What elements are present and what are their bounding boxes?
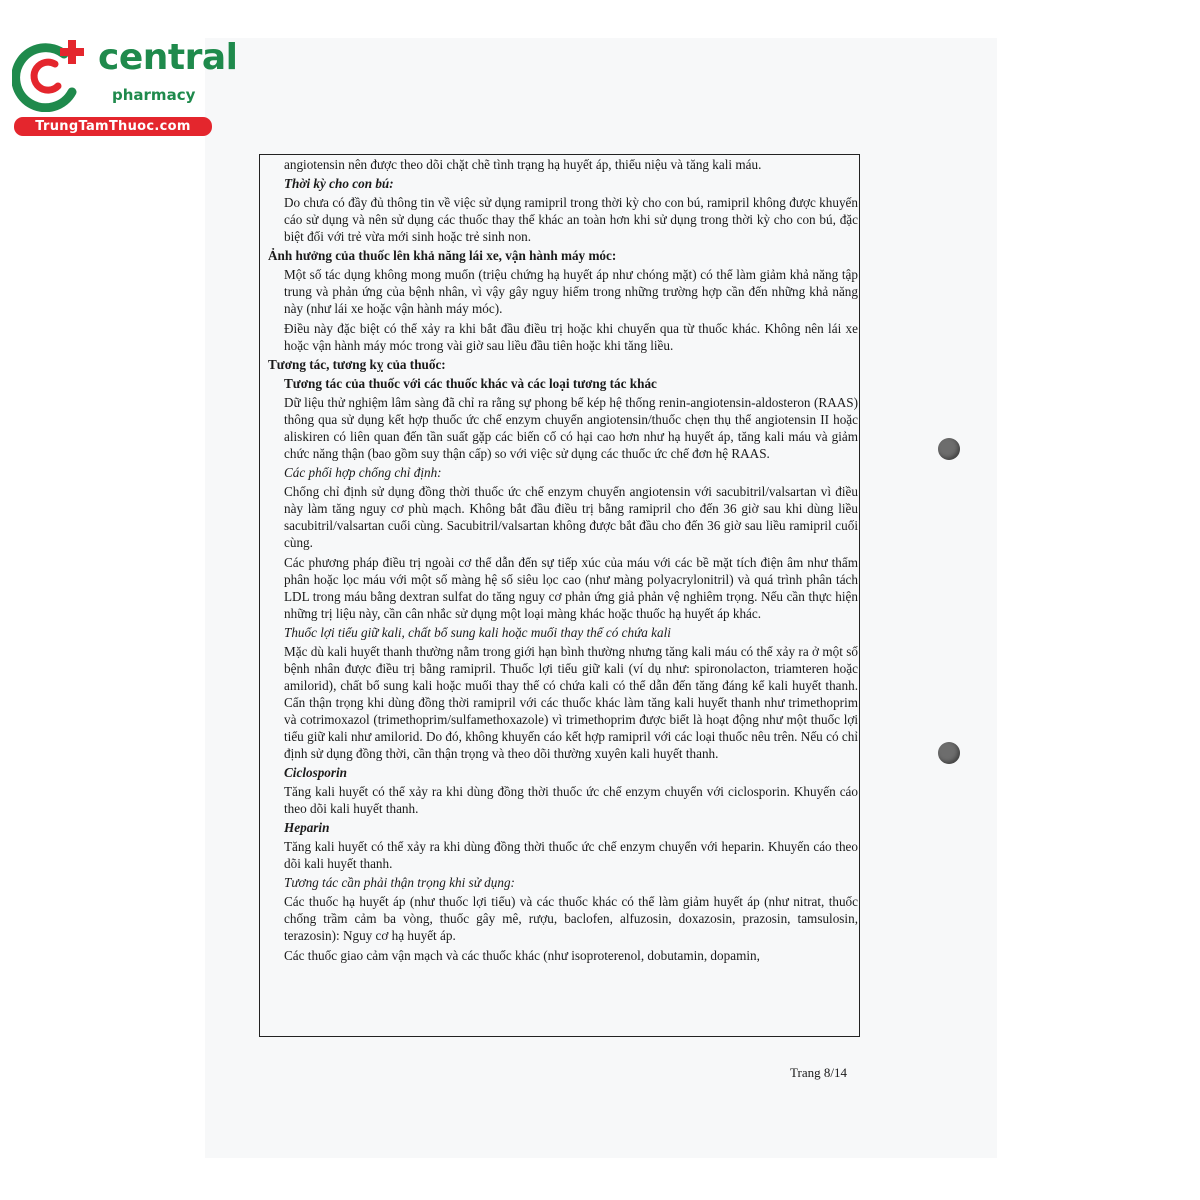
paragraph-heparin: Tăng kali huyết có thể xảy ra khi dùng đồng thời thuốc ức chế enzym chuyển với heparin. Khuyến cáo theo dõi kali huyết thanh. bbox=[284, 839, 858, 871]
punch-hole-bottom bbox=[938, 742, 960, 764]
heading-breastfeeding: Thời kỳ cho con bú: bbox=[284, 176, 394, 191]
logo-brand-text: central bbox=[98, 37, 238, 78]
paragraph-potassium: Mặc dù kali huyết thanh thường nằm trong giới hạn bình thường nhưng tăng kali máu có thể xảy ra ở một số bệnh nhân được điều trị bằng ramipril. Thuốc lợi tiểu giữ kali (ví dụ như: spironolacton, triamteren hoặc amilorid), chất bổ sung kali hoặc muối thay thế có chứa kali có thể dẫn đến tăng đáng kể kali huyết thanh. Cẩn thận trọng khi dùng đồng thời ramipril với các thuốc khác làm tăng kali huyết thanh như trimethoprim và cotrimoxazol (trimethoprim/sulfamethoxazole) vì trimethoprim được biết là hoạt động như một thuốc lợi tiểu giữ kali như amilorid. Do đó, không khuyến cáo kết hợp ramipril với các loại thuốc nêu trên. Nếu có chỉ định sử dụng đồng thời, cần thận trọng và theo dõi thường xuyên kali huyết thanh. bbox=[284, 644, 858, 761]
punch-hole-top bbox=[938, 438, 960, 460]
heading-ciclosporin: Ciclosporin bbox=[284, 765, 348, 780]
paragraph-driving-1: Một số tác dụng không mong muốn (triệu chứng hạ huyết áp như chóng mặt) có thể làm giảm khả năng tập trung và phản ứng của bệnh nhân, vì vậy gây nguy hiểm trong những trường hợp cần đến những khả năng này (như lái xe hoặc vận hành máy móc). bbox=[284, 267, 858, 316]
heading-driving: Ảnh hưởng của thuốc lên khả năng lái xe, vận hành máy móc: bbox=[268, 248, 617, 263]
paragraph-driving-2: Điều này đặc biệt có thể xảy ra khi bắt đầu điều trị hoặc khi chuyển qua từ thuốc khác. Không nên lái xe hoặc vận hành máy móc trong vài giờ sau liều đầu tiên hoặc khi tăng liều. bbox=[284, 321, 858, 353]
heading-heparin: Heparin bbox=[284, 820, 330, 835]
paragraph-extracorporeal: Các phương pháp điều trị ngoài cơ thể dẫn đến sự tiếp xúc của máu với các bề mặt tích điện âm như thẩm phân hoặc lọc máu với một số màng hệ số siêu lọc cao (như màng polyacrylonitril) và quá trình phân tách LDL trong máu bằng dextran sulfat do tăng nguy cơ phản ứng giả phản vệ nghiêm trọng. Nếu cần thực hiện những trị liệu này, cần cân nhắc sử dụng một loại màng khác hoặc thuốc hạ huyết áp khác. bbox=[284, 555, 858, 621]
logo-sub-text: pharmacy bbox=[112, 86, 196, 104]
pharmacy-cross-icon bbox=[12, 40, 94, 112]
paragraph-top-line: angiotensin nên được theo dõi chặt chẽ tình trạng hạ huyết áp, thiểu niệu và tăng kali máu. bbox=[284, 157, 762, 172]
paragraph-ciclosporin: Tăng kali huyết có thể xảy ra khi dùng đồng thời thuốc ức chế enzym chuyển với ciclosporin. Khuyến cáo theo dõi kali huyết thanh. bbox=[284, 784, 858, 816]
paragraph-breastfeeding: Do chưa có đầy đủ thông tin về việc sử dụng ramipril trong thời kỳ cho con bú, ramipril không được khuyến cáo sử dụng và nên sử dụng các thuốc thay thế khác an toàn hơn khi sử dụng trong thời kỳ cho con bú, đặc biệt đối với trẻ vừa mới sinh hoặc trẻ sinh non. bbox=[284, 195, 858, 244]
heading-interactions-sub: Tương tác của thuốc với các thuốc khác và các loại tương tác khác bbox=[284, 376, 657, 391]
subheading-contraindicated: Các phối hợp chống chỉ định: bbox=[284, 465, 442, 480]
heading-interactions: Tương tác, tương kỵ của thuốc: bbox=[268, 357, 446, 372]
paragraph-sympathomimetic: Các thuốc giao cảm vận mạch và các thuốc khác (như isoproterenol, dobutamin, dopamin, bbox=[284, 948, 760, 963]
paragraph-sacubitril: Chống chỉ định sử dụng đồng thời thuốc ức chế enzym chuyển angiotensin với sacubitril/valsartan vì điều này làm tăng nguy cơ phù mạch. Không bắt đầu điều trị bằng ramipril cho đến 36 giờ sau khi dùng liều sacubitril/valsartan cuối cùng. Sacubitril/valsartan không được bắt đầu cho đến 36 giờ sau liều ramipril cuối cùng. bbox=[284, 484, 858, 550]
paragraph-raas: Dữ liệu thử nghiệm lâm sàng đã chỉ ra rằng sự phong bế kép hệ thống renin-angiotensin-aldosteron (RAAS) thông qua sử dụng kết hợp thuốc ức chế enzym chuyển angiotensin/thuốc chẹn thụ thể angiotensin II hoặc aliskiren có liên quan đến tần suất gặp các biến cố có hại cao hơn như hạ huyết áp, tăng kali máu và giảm chức năng thận (bao gồm suy thận cấp) so với việc sử dụng các thuốc ức chế đơn hệ RAAS. bbox=[284, 395, 858, 461]
subheading-caution: Tương tác cần phải thận trọng khi sử dụng: bbox=[284, 875, 515, 890]
page-number: Trang 8/14 bbox=[790, 1065, 847, 1080]
document-body bbox=[268, 156, 858, 964]
paragraph-antihypertensive: Các thuốc hạ huyết áp (như thuốc lợi tiểu) và các thuốc khác có thể làm giảm huyết áp (như nitrat, thuốc chống trầm cảm ba vòng, thuốc gây mê, rượu, baclofen, alfuzosin, doxazosin, prazosin, tamsulosin, terazosin): Nguy cơ hạ huyết áp. bbox=[284, 894, 858, 943]
subheading-potassium: Thuốc lợi tiểu giữ kali, chất bổ sung kali hoặc muối thay thế có chứa kali bbox=[284, 625, 671, 640]
logo-url-badge[interactable]: TrungTamThuoc.com bbox=[14, 117, 212, 136]
central-pharmacy-logo[interactable] bbox=[10, 37, 238, 138]
